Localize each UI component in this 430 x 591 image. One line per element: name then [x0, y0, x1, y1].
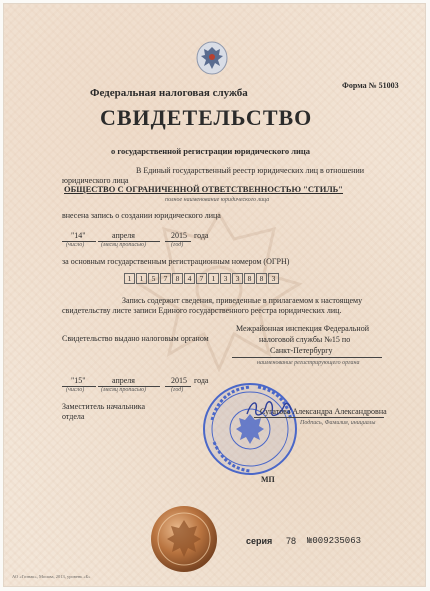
certificate-sheet: [4, 4, 425, 586]
ogrn-digit: 7: [160, 273, 171, 284]
date1-day: "14": [71, 231, 86, 240]
ogrn-digit: 3: [220, 273, 231, 284]
date1-month-caption: (месяц прописью): [101, 242, 146, 248]
issued-label: Свидетельство выдано налоговым органом: [62, 334, 209, 343]
hologram-seal-icon: [149, 504, 219, 574]
ogrn-label: за основным государственным регистрационным номером (ОГРН): [62, 257, 290, 266]
date2-month-caption: (месяц прописью): [101, 387, 146, 393]
document-subtitle: о государственной регистрации юридического лица: [111, 146, 311, 156]
certificate-number: №009235063: [307, 536, 362, 546]
company-name: ОБЩЕСТВО С ОГРАНИЧЕННОЙ ОТВЕТСТВЕННОСТЬЮ "СТИЛЬ": [64, 184, 343, 194]
ogrn-digit: 8: [172, 273, 183, 284]
ogrn-digit: 3: [268, 273, 279, 284]
signer-caption: Подпись, Фамилия, инициалы: [300, 420, 376, 426]
ogrn-digit: 1: [136, 273, 147, 284]
signer-underline: [254, 417, 384, 418]
agency-name: Федеральная налоговая служба: [90, 87, 248, 99]
record-line-1: Запись содержит сведения, приведенные в прилагаемом к настоящему: [122, 296, 363, 305]
date2-day-caption: (число): [66, 387, 85, 393]
series-value: 78: [286, 536, 297, 546]
entry-text: внесена запись о создании юридического лица: [62, 211, 221, 220]
eagle-emblem-icon: [195, 40, 229, 76]
position-line-2: отдела: [62, 412, 85, 421]
date2-day: "15": [71, 376, 86, 385]
authority-line-3: Санкт-Петербургу: [270, 346, 333, 355]
signer-name: Сугатова Александра Александровна: [260, 407, 387, 416]
date2-suffix: года: [194, 376, 209, 385]
date1-year: 2015: [171, 231, 187, 240]
authority-line-1: Межрайонная инспекция Федеральной: [236, 324, 369, 333]
ogrn-digit: 7: [196, 273, 207, 284]
ogrn-digit: 1: [124, 273, 135, 284]
series-label: серия: [246, 536, 273, 546]
ogrn-digit: 3: [232, 273, 243, 284]
company-caption: полное наименование юридического лица: [165, 197, 270, 203]
ogrn-digit: 5: [148, 273, 159, 284]
position-line-1: Заместитель начальника: [62, 402, 146, 411]
registry-line-2: юридического лица: [62, 176, 129, 185]
date2-month: апреля: [112, 376, 135, 385]
stamp-mp-label: МП: [261, 475, 275, 484]
record-line-2: свидетельству листе записи Единого государственного реестра юридических лиц.: [62, 306, 342, 315]
ogrn-digit: 4: [184, 273, 195, 284]
ogrn-digit: 8: [244, 273, 255, 284]
date1-suffix: года: [194, 231, 209, 240]
authority-caption: наименование регистрирующего органа: [257, 360, 360, 366]
ogrn-digit: 8: [256, 273, 267, 284]
date2-year-caption: (год): [171, 387, 184, 393]
print-note: АО «Гознак», Москва, 2013, уровень «Б»: [12, 574, 91, 579]
document-title: СВИДЕТЕЛЬСТВО: [100, 105, 313, 130]
date2-year: 2015: [171, 376, 187, 385]
form-number: Форма № 51003: [342, 81, 399, 90]
date1-year-caption: (год): [171, 242, 184, 248]
authority-underline: [232, 357, 382, 358]
date1-month: апреля: [112, 231, 135, 240]
registry-line-1: В Единый государственный реестр юридических лиц в отношении: [136, 166, 365, 175]
ogrn-digit: 1: [208, 273, 219, 284]
authority-line-2: налоговой службы №15 по: [259, 335, 351, 344]
date1-day-caption: (число): [66, 242, 85, 248]
official-stamp-icon: [200, 380, 300, 478]
